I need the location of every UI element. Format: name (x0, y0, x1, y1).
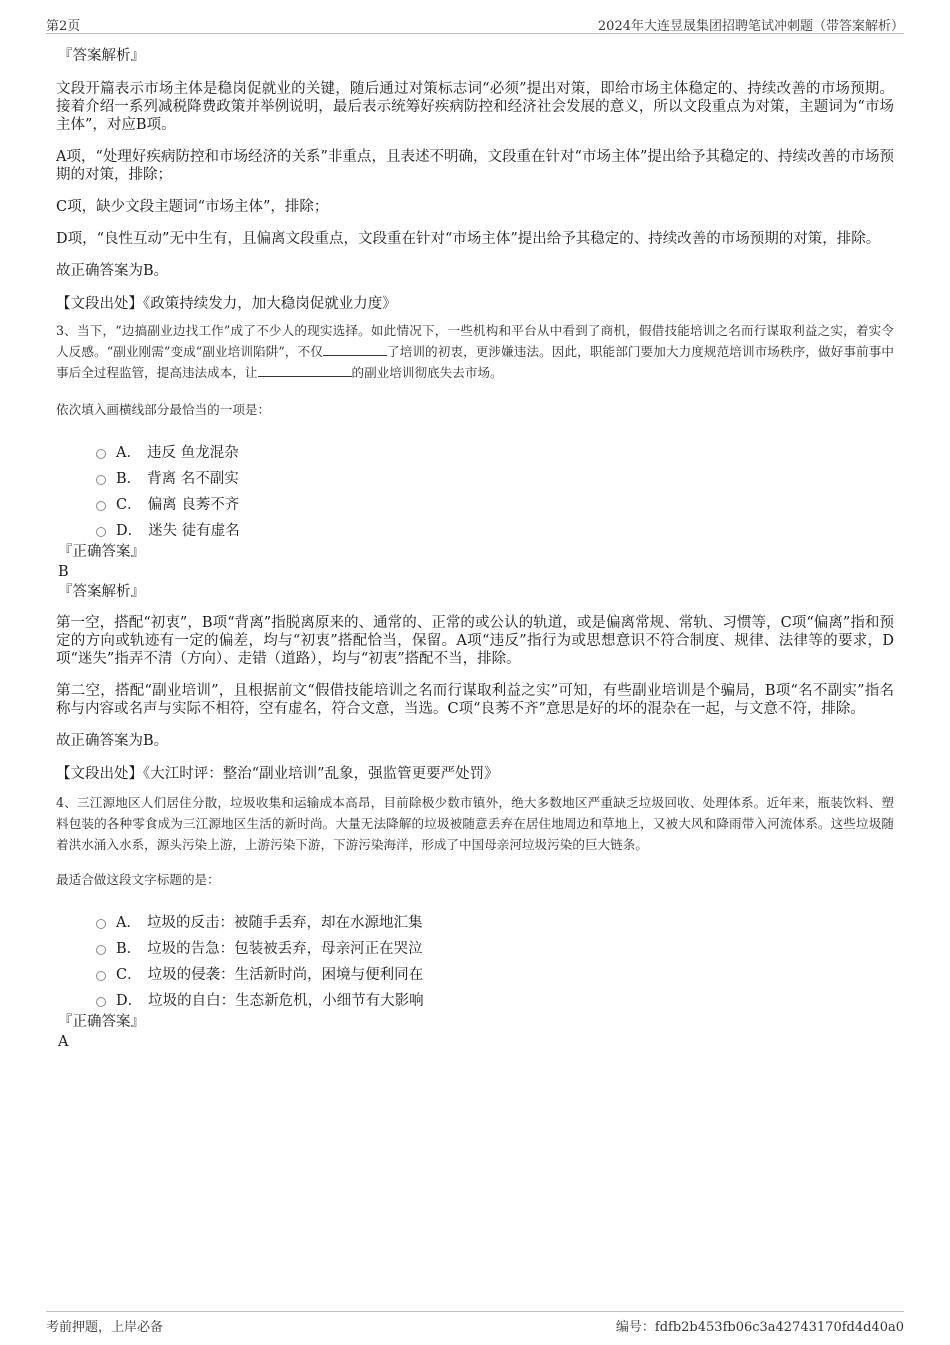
radio-button[interactable] (96, 945, 106, 955)
analysis-paragraph: 第一空，搭配“初衷”，B项“背离”指脱离原来的、通常的、正常的或公认的轨道，或是偏离常规、常轨、习惯等，C项“偏离”指和预定的方向或轨迹有一定的偏差，均与“初衷”搭配恰当，保留。A项“违反”指行为或思想意识不符合制度、规律、法律等的要求，D项“迷失”指弄不清（方向）、走错（道路），均与“初衷”搭配不当，排除。 (56, 615, 894, 667)
page-content (56, 46, 894, 1052)
question-3-stem: 3、当下，“边搞副业边找工作”成了不少人的现实选择。如此情况下，一些机构和平台从中看到了商机，假借技能培训之名而行谋取利益之实，着实令人反感。“副业刚需”变成“副业培训陷阱”，不仅 了培训的初衷，更涉嫌违法。因此，职能部门要加大力度规范培训市场秩序，做好事前事中事后全过程监管，提高违法成本，让 的副业培训彻底失去市场。 (56, 323, 894, 380)
radio-button[interactable] (96, 919, 106, 929)
fill-blank-1 (323, 343, 387, 356)
option-b[interactable]: B． 背离 名不副实 (96, 464, 894, 490)
radio-button[interactable] (96, 449, 106, 459)
correct-answer-label: 『正确答案』 (58, 544, 145, 560)
option-c[interactable]: C． 垃圾的侵袭：生活新时尚，困境与便利同在 (96, 960, 894, 986)
option-a[interactable]: A． 违反 鱼龙混杂 (96, 438, 894, 464)
analysis-label: 『答案解析』 (58, 584, 145, 600)
source-citation: 【文段出处】《政策持续发力，加大稳岗促就业力度》 (56, 296, 397, 312)
question-3-prompt: 依次填入画横线部分最恰当的一项是： (56, 402, 271, 417)
question-4-stem: 4、三江源地区人们居住分散，垃圾收集和运输成本高昂，目前除极少数市镇外，绝大多数地区严重缺乏垃圾回收、处理体系。近年来，瓶装饮料、塑料包装的各种零食成为三江源地区生活的新时尚。大量无法降解的垃圾被随意丢弃在居住地周边和草地上，又被大风和降雨带入河流体系。这些垃圾随着洪水涌入水系，源头污染上游，上游污染下游，下游污染海洋，形成了中国母亲河垃圾污染的巨大链条。 (56, 795, 894, 852)
page-footer (46, 1311, 904, 1334)
option-a[interactable]: A． 垃圾的反击：被随手丢弃，却在水源地汇集 (96, 908, 894, 934)
analysis-label: 『答案解析』 (58, 48, 145, 64)
analysis-paragraph: 文段开篇表示市场主体是稳岗促就业的关键，随后通过对策标志词“必须”提出对策，即给市场主体稳定的、持续改善的市场预期。接着介绍一系列减税降费政策并举例说明，最后表示统筹好疾病防控和经济社会发展的意义，所以文段重点为对策，主题词为“市场主体”，对应B项。 (56, 81, 894, 133)
correct-answer: B (58, 564, 69, 580)
option-d[interactable]: D． 垃圾的自白：生态新危机，小细节有大影响 (96, 986, 894, 1012)
conclusion-text: 故正确答案为B。 (56, 263, 169, 279)
correct-answer-label: 『正确答案』 (58, 1014, 145, 1030)
analysis-paragraph: D项，“良性互动”无中生有，且偏离文段重点，文段重在针对“市场主体”提出给予其稳定的、持续改善的市场预期的对策，排除。 (56, 231, 881, 247)
conclusion-text: 故正确答案为B。 (56, 733, 169, 749)
fill-blank-2 (258, 364, 352, 377)
source-citation: 【文段出处】《大江时评：整治“副业培训”乱象，强监管更要严处罚》 (56, 766, 499, 782)
analysis-paragraph: C项，缺少文段主题词“市场主体”，排除； (56, 199, 329, 215)
radio-button[interactable] (96, 971, 106, 981)
radio-button[interactable] (96, 475, 106, 485)
page-header (46, 13, 904, 34)
radio-button[interactable] (96, 527, 106, 537)
question-4-options (96, 908, 894, 1012)
question-4-prompt: 最适合做这段文字标题的是： (56, 872, 220, 887)
document-title: 2024年大连昱晟集团招聘笔试冲刺题（带答案解析） (597, 19, 904, 34)
footer-slogan: 考前押题，上岸必备 (46, 1320, 164, 1335)
option-c[interactable]: C． 偏离 良莠不齐 (96, 490, 894, 516)
analysis-paragraph: A项，“处理好疾病防控和市场经济的关系”非重点，且表述不明确，文段重在针对“市场主体”提出给予其稳定的、持续改善的市场预期的对策，排除； (56, 149, 894, 183)
document-code: 编号：fdfb2b453fb06c3a42743170fd4d40a0 (615, 1320, 904, 1335)
correct-answer: A (58, 1034, 69, 1050)
radio-button[interactable] (96, 997, 106, 1007)
option-d[interactable]: D． 迷失 徒有虚名 (96, 516, 894, 542)
analysis-paragraph: 第二空，搭配“副业培训”，且根据前文“假借技能培训之名而行谋取利益之实”可知，有些副业培训是个骗局，B项“名不副实”指名称与内容或名声与实际不相符，空有虚名，符合文意，当选。C项“良莠不齐”意思是好的坏的混杂在一起，与文意不符，排除。 (56, 683, 894, 717)
question-3-options (96, 438, 894, 542)
radio-button[interactable] (96, 501, 106, 511)
option-b[interactable]: B． 垃圾的告急：包装被丢弃，母亲河正在哭泣 (96, 934, 894, 960)
page-number: 第2页 (46, 19, 81, 34)
